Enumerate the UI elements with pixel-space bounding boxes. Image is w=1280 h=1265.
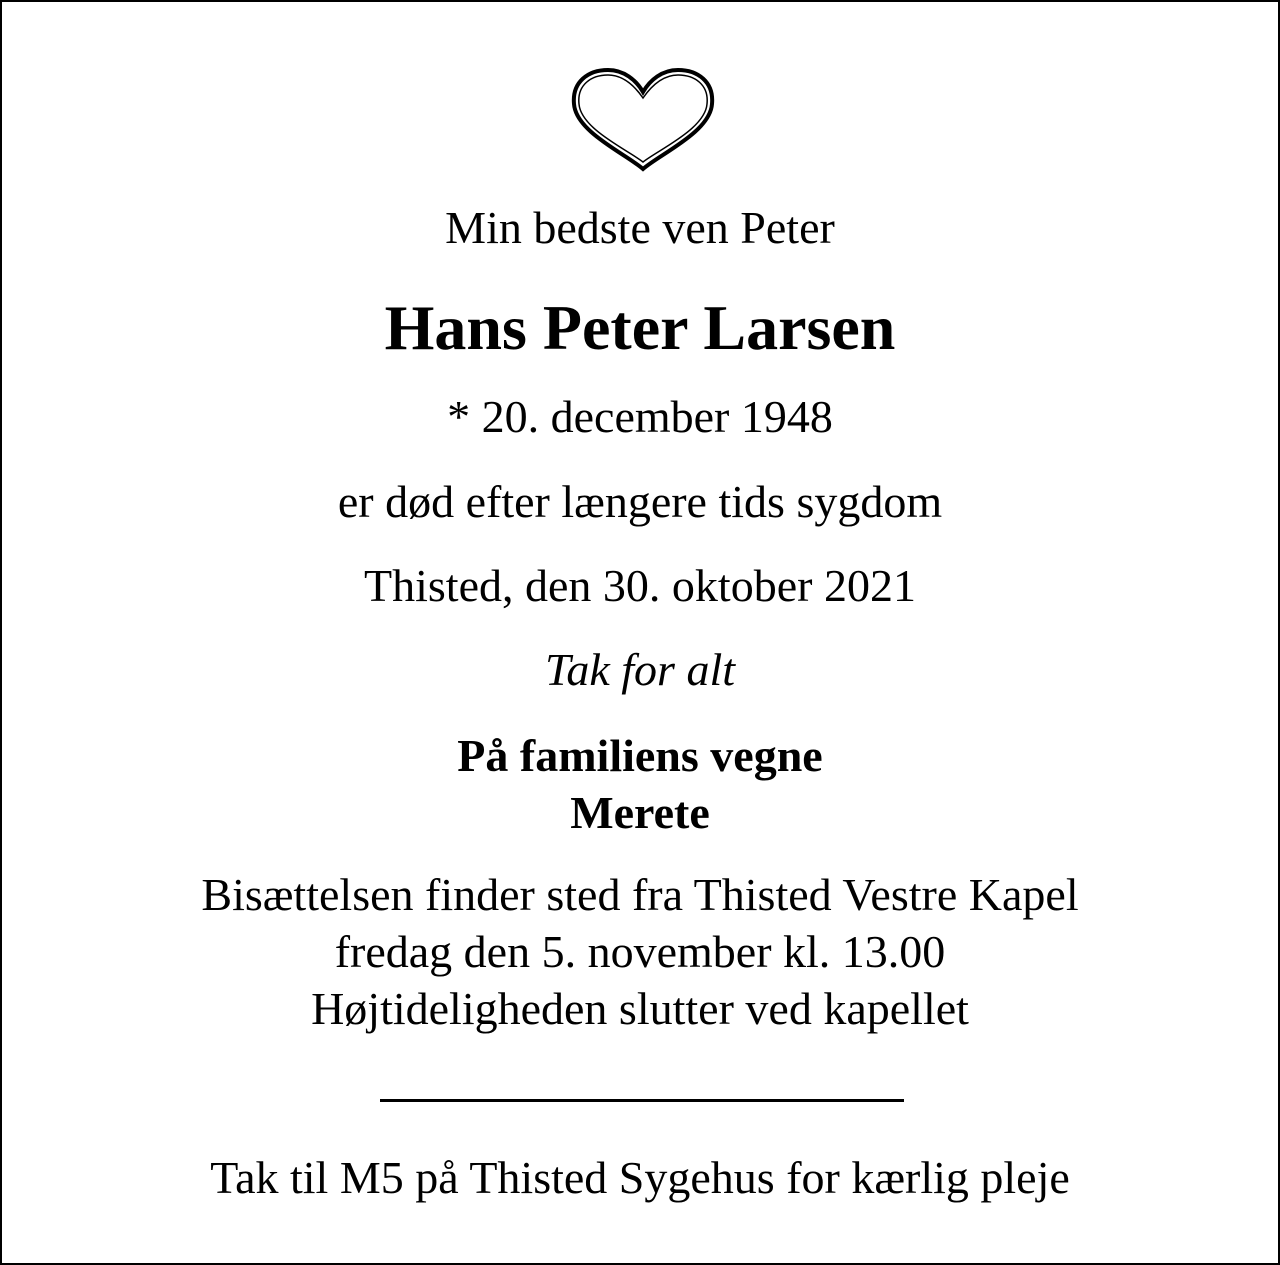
intro-line: Min bedste ven Peter bbox=[445, 202, 835, 253]
deceased-name: Hans Peter Larsen bbox=[384, 292, 896, 363]
birth-date: * 20. december 1948 bbox=[447, 391, 833, 442]
family-signature: På familiens vegne bbox=[457, 730, 823, 781]
care-thanks: Tak til M5 på Thisted Sygehus for kærlig pleje bbox=[210, 1152, 1070, 1203]
ceremony-end-note: Højtideligheden slutter ved kapellet bbox=[311, 983, 969, 1034]
divider bbox=[380, 1099, 904, 1102]
funeral-location: Bisættelsen finder sted fra Thisted Vestre Kapel bbox=[201, 869, 1079, 920]
thanks-line: Tak for alt bbox=[544, 644, 736, 695]
place-and-date: Thisted, den 30. oktober 2021 bbox=[364, 560, 916, 611]
death-notice: er død efter længere tids sygdom bbox=[337, 476, 943, 527]
signer-name: Merete bbox=[570, 787, 710, 838]
funeral-time: fredag den 5. november kl. 13.00 bbox=[334, 926, 946, 977]
heart-icon bbox=[568, 66, 718, 174]
